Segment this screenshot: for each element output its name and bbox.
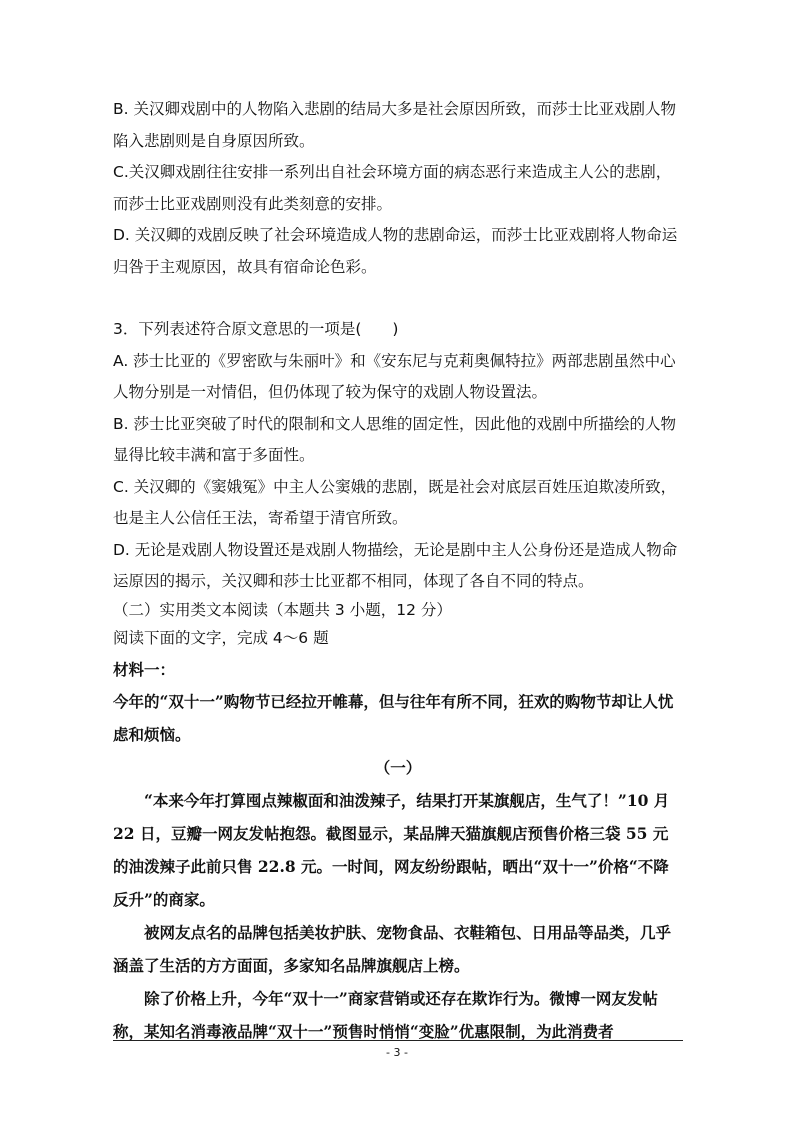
material-part-heading: （一） (374, 758, 422, 777)
section-2-instruction: 阅读下面的文字，完成 4～6 题 (113, 629, 329, 647)
material-paragraph: 被网友点名的品牌包括美妆护肤、宠物食品、衣鞋箱包、日用品等品类，几乎涵盖了生活的方方面面，多家知名品牌旗舰店上榜。 (113, 923, 672, 975)
material-paragraph: “本来今年打算囤点辣椒面和油泼辣子，结果打开某旗舰店，生气了！”10 月 22 日，豆瓣一网友发帖抱怨。截图显示，某品牌天猫旗舰店预售价格三袋 55 元的油泼辣子此前只售 22.8 元。一时间，网友纷纷跟帖，晒出“双十一”价格“不降反升”的商家。 (113, 791, 670, 909)
section-2-heading: （二）实用类文本阅读（本题共 3 小题，12 分） (113, 601, 452, 619)
q3-option-d: D. 无论是戏剧人物设置还是戏剧人物描绘，无论是剧中主人公身份还是造成人物命运原因的揭示，关汉卿和莎士比亚都不相同，体现了各自不同的特点。 (113, 540, 678, 590)
q3-option-b: B. 莎士比亚突破了时代的限制和文人思维的固定性，因此他的戏剧中所描绘的人物显得比较丰满和富于多面性。 (113, 414, 676, 464)
material-paragraph: 除了价格上升，今年“双十一”商家营销或还存在欺诈行为。微博一网友发帖称，某知名消毒液品牌“双十一”预售时悄悄“变脸”优惠限制，为此消费者 (113, 989, 658, 1041)
footer-divider (113, 1040, 683, 1041)
q3-option-a: A. 莎士比亚的《罗密欧与朱丽叶》和《安东尼与克莉奥佩特拉》两部悲剧虽然中心人物分别是一对情侣，但仍体现了较为保守的戏剧人物设置法。 (113, 351, 676, 401)
q2-option-c: C.关汉卿戏剧往往安排一系列出自社会环境方面的病态恶行来造成主人公的悲剧，而莎士比亚戏剧则没有此类刻意的安排。 (113, 163, 672, 213)
q3-option-c: C. 关汉卿的《窦娥冤》中主人公窦娥的悲剧，既是社会对底层百姓压迫欺凌所致，也是主人公信任王法，寄希望于清官所致。 (113, 477, 677, 527)
section-2-header (113, 596, 683, 652)
material-lead: 今年的“双十一”购物节已经拉开帷幕，但与往年有所不同，狂欢的购物节却让人忧虑和烦恼。 (113, 692, 674, 744)
material-label: 材料一： (113, 660, 176, 679)
q2-option-d: D. 关汉卿的戏剧反映了社会环境造成人物的悲剧命运，而莎士比亚戏剧将人物命运归咎于主观原因，故具有宿命论色彩。 (113, 226, 678, 276)
page-number: - 3 - (386, 1046, 408, 1059)
q2-option-b: B. 关汉卿戏剧中的人物陷入悲剧的结局大多是社会原因所致，而莎士比亚戏剧人物陷入悲剧则是自身原因所致。 (113, 100, 676, 150)
question-2-options (113, 94, 683, 283)
q3-stem: 3．下列表述符合原文意思的一项是( ) (113, 320, 399, 338)
material-one (113, 655, 683, 1048)
question-3 (113, 314, 683, 598)
